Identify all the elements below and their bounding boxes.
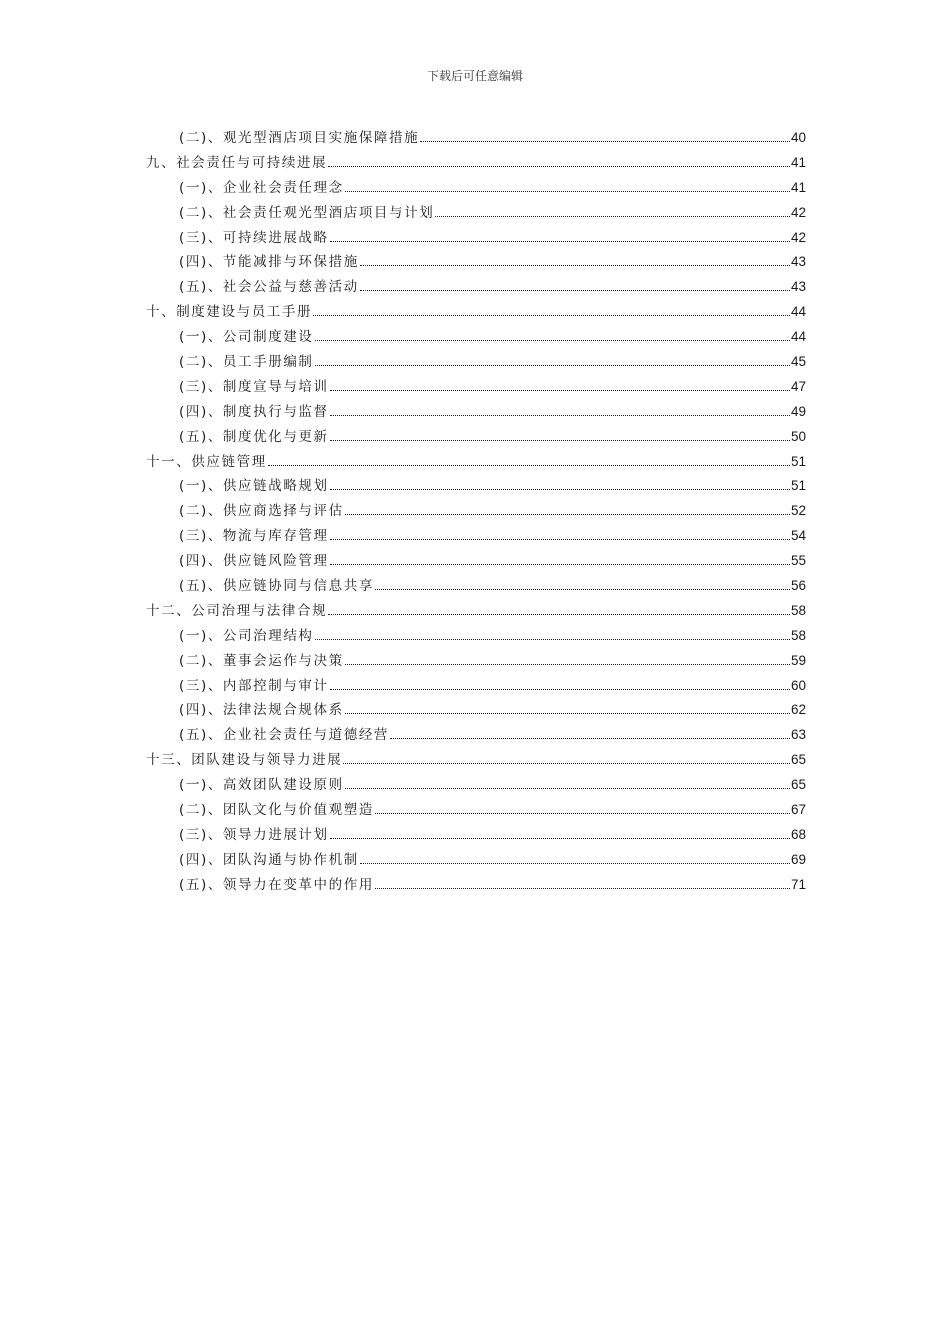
toc-page-number: 58	[790, 627, 806, 643]
toc-chapter-entry[interactable]	[146, 300, 806, 325]
toc-page-number: 51	[790, 453, 806, 469]
toc-dot-leader	[345, 190, 790, 192]
toc-entry-title: (一)、高效团队建设原则	[179, 777, 344, 794]
toc-section-entry[interactable]	[146, 674, 806, 699]
toc-dot-leader	[375, 588, 790, 590]
toc-entry-title: (一)、供应链战略规划	[179, 478, 329, 495]
toc-chapter-entry[interactable]	[146, 151, 806, 176]
toc-page-number: 56	[790, 578, 806, 594]
toc-page-number: 62	[790, 702, 806, 718]
toc-section-entry[interactable]	[146, 773, 806, 798]
toc-section-entry[interactable]	[146, 375, 806, 400]
toc-entry-title: (二)、社会责任观光型酒店项目与计划	[179, 204, 435, 221]
toc-section-entry[interactable]	[146, 524, 806, 549]
toc-dot-leader	[360, 264, 790, 266]
toc-entry-title: (一)、公司制度建设	[179, 329, 314, 346]
toc-dot-leader	[315, 364, 790, 366]
table-of-contents	[146, 126, 806, 898]
toc-section-entry[interactable]	[146, 649, 806, 674]
toc-section-entry[interactable]	[146, 499, 806, 524]
toc-entry-title: 十二、公司治理与法律合规	[146, 602, 328, 619]
toc-page-number: 54	[790, 528, 806, 544]
toc-page-number: 50	[790, 428, 806, 444]
toc-page-number: 42	[790, 204, 806, 220]
toc-entry-title: (四)、制度执行与监督	[179, 403, 329, 420]
toc-section-entry[interactable]	[146, 723, 806, 748]
toc-dot-leader	[375, 812, 790, 814]
toc-dot-leader	[315, 638, 790, 640]
toc-dot-leader	[268, 464, 790, 466]
toc-entry-title: 十一、供应链管理	[146, 453, 267, 470]
toc-entry-title: (三)、内部控制与审计	[179, 677, 329, 694]
toc-section-entry[interactable]	[146, 425, 806, 450]
toc-dot-leader	[330, 563, 790, 565]
toc-entry-title: (二)、董事会运作与决策	[179, 652, 344, 669]
toc-dot-leader	[420, 140, 790, 142]
toc-dot-leader	[345, 513, 790, 515]
toc-section-entry[interactable]	[146, 574, 806, 599]
toc-section-entry[interactable]	[146, 176, 806, 201]
toc-entry-title: (一)、企业社会责任理念	[179, 179, 344, 196]
toc-entry-title: 十三、团队建设与领导力进展	[146, 752, 343, 769]
toc-section-entry[interactable]	[146, 126, 806, 151]
toc-dot-leader	[390, 737, 790, 739]
toc-entry-title: (四)、法律法规合规体系	[179, 702, 344, 719]
toc-section-entry[interactable]	[146, 250, 806, 275]
toc-section-entry[interactable]	[146, 400, 806, 425]
toc-dot-leader	[343, 762, 790, 764]
toc-page-number: 49	[790, 403, 806, 419]
toc-chapter-entry[interactable]	[146, 450, 806, 475]
toc-dot-leader	[330, 488, 790, 490]
toc-page-number: 45	[790, 354, 806, 370]
toc-section-entry[interactable]	[146, 474, 806, 499]
toc-entry-title: (二)、员工手册编制	[179, 354, 314, 371]
toc-page-number: 55	[790, 553, 806, 569]
toc-entry-title: (四)、节能减排与环保措施	[179, 254, 359, 271]
toc-page-number: 52	[790, 503, 806, 519]
toc-section-entry[interactable]	[146, 325, 806, 350]
toc-entry-title: (二)、观光型酒店项目实施保障措施	[179, 130, 420, 146]
toc-dot-leader	[315, 339, 790, 341]
toc-dot-leader	[360, 289, 790, 291]
toc-entry-title: (五)、社会公益与慈善活动	[179, 279, 359, 296]
toc-entry-title: (四)、供应链风险管理	[179, 553, 329, 570]
toc-page-number: 58	[790, 602, 806, 618]
page-header: 下载后可任意编辑	[426, 69, 523, 83]
toc-dot-leader	[330, 414, 790, 416]
toc-section-entry[interactable]	[146, 798, 806, 823]
toc-page-number: 65	[790, 752, 806, 768]
toc-entry-title: (二)、团队文化与价值观塑造	[179, 802, 374, 819]
toc-section-entry[interactable]	[146, 350, 806, 375]
toc-page-number: 59	[790, 652, 806, 668]
toc-dot-leader	[345, 712, 790, 714]
toc-chapter-entry[interactable]	[146, 748, 806, 773]
toc-section-entry[interactable]	[146, 848, 806, 873]
toc-page-number: 60	[790, 677, 806, 693]
toc-dot-leader	[330, 240, 790, 242]
toc-dot-leader	[330, 439, 790, 441]
toc-page-number: 63	[790, 727, 806, 743]
toc-dot-leader	[330, 688, 790, 690]
toc-section-entry[interactable]	[146, 275, 806, 300]
toc-entry-title: (三)、领导力进展计划	[179, 826, 329, 843]
toc-dot-leader	[360, 862, 790, 864]
toc-page-number: 42	[790, 229, 806, 245]
toc-dot-leader	[345, 663, 790, 665]
toc-page-number: 51	[790, 478, 806, 494]
toc-page-number: 43	[790, 254, 806, 270]
toc-section-entry[interactable]	[146, 624, 806, 649]
toc-dot-leader	[330, 837, 790, 839]
toc-dot-leader	[330, 389, 790, 391]
toc-entry-title: (五)、制度优化与更新	[179, 428, 329, 445]
toc-dot-leader	[313, 314, 790, 316]
toc-entry-title: (五)、供应链协同与信息共享	[179, 578, 374, 595]
toc-entry-title: 九、社会责任与可持续进展	[146, 154, 328, 171]
toc-page-number: 44	[790, 329, 806, 345]
toc-entry-title: (三)、可持续进展战略	[179, 229, 329, 246]
toc-page-number: 43	[790, 279, 806, 295]
toc-section-entry[interactable]	[146, 201, 806, 226]
toc-entry-title: (五)、领导力在变革中的作用	[179, 876, 374, 893]
toc-dot-leader	[328, 613, 790, 615]
toc-dot-leader	[330, 538, 790, 540]
toc-page-number: 44	[790, 304, 806, 320]
toc-section-entry[interactable]	[146, 823, 806, 848]
toc-section-entry[interactable]	[146, 549, 806, 574]
toc-entry-title: (四)、团队沟通与协作机制	[179, 851, 359, 868]
toc-page-number: 69	[790, 851, 806, 867]
toc-entry-title: (二)、供应商选择与评估	[179, 503, 344, 520]
toc-page-number: 47	[790, 378, 806, 394]
toc-dot-leader	[345, 787, 790, 789]
toc-page-number: 41	[790, 179, 806, 195]
toc-dot-leader	[328, 165, 790, 167]
toc-entry-title: (三)、物流与库存管理	[179, 528, 329, 545]
toc-page-number: 40	[790, 130, 806, 145]
toc-section-entry[interactable]	[146, 698, 806, 723]
toc-page-number: 41	[790, 154, 806, 170]
toc-page-number: 65	[790, 777, 806, 793]
toc-dot-leader	[435, 215, 790, 217]
toc-entry-title: (一)、公司治理结构	[179, 627, 314, 644]
toc-page-number: 67	[790, 802, 806, 818]
toc-section-entry[interactable]	[146, 226, 806, 251]
toc-entry-title: (三)、制度宣导与培训	[179, 378, 329, 395]
toc-page-number: 71	[790, 876, 806, 892]
toc-page-number: 68	[790, 826, 806, 842]
toc-section-entry[interactable]	[146, 873, 806, 898]
toc-entry-title: 十、制度建设与员工手册	[146, 304, 313, 321]
toc-chapter-entry[interactable]	[146, 599, 806, 624]
toc-entry-title: (五)、企业社会责任与道德经营	[179, 727, 390, 744]
toc-dot-leader	[375, 887, 790, 889]
